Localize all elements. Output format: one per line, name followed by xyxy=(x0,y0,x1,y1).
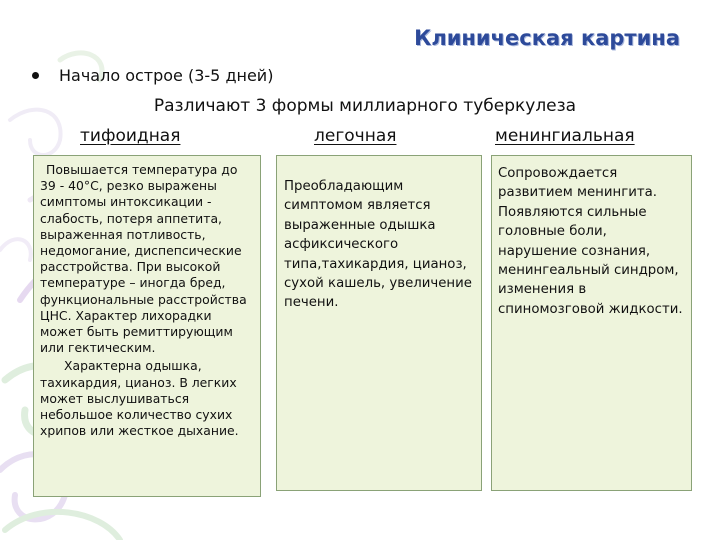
slide-title: Клиническая картина xyxy=(414,26,680,50)
typhoid-description-box xyxy=(33,155,261,497)
column-heading-meningeal: менингиальная xyxy=(495,126,635,146)
bullet-dot-icon xyxy=(32,72,39,79)
typhoid-paragraph-2: Характерна одышка, тахикардия, цианоз. В легких может выслушиваться небольшое количество сухих хрипов или жесткое дыхание. xyxy=(40,358,239,439)
pulmonary-paragraph-1: Преобладающим симптомом является выраженные одышка асфиксического типа,тахикардия, цианоз, сухой кашель, увеличение печени. xyxy=(284,179,472,311)
bullet-text: Начало острое (3-5 дней) xyxy=(59,66,274,85)
typhoid-paragraph-1: Повышается температура до 39 - 40°С, резко выражены симптомы интоксикации - слабость, потеря аппетита, выраженная потливость, недомогание, диспепсические расстройства. При высокой температуре – иногда бред, функциональные расстройства ЦНС. Характер лихорадки может быть ремиттирующим или гектическим. xyxy=(40,162,247,356)
column-heading-pulmonary: легочная xyxy=(314,126,397,146)
meningeal-paragraph-2: Появляются сильные головные боли, нарушение сознания, менингеальный синдром, изменения в спиномозговой жидкости. xyxy=(498,204,683,317)
column-heading-typhoid: тифоидная xyxy=(80,126,181,146)
meningeal-paragraph-1: Сопровождается развитием менингита. xyxy=(498,166,657,201)
meningeal-description-box xyxy=(491,155,692,491)
pulmonary-description-box xyxy=(276,155,482,491)
bullet-onset xyxy=(32,66,273,85)
subtitle: Различают 3 формы миллиарного туберкулеза xyxy=(153,96,577,116)
